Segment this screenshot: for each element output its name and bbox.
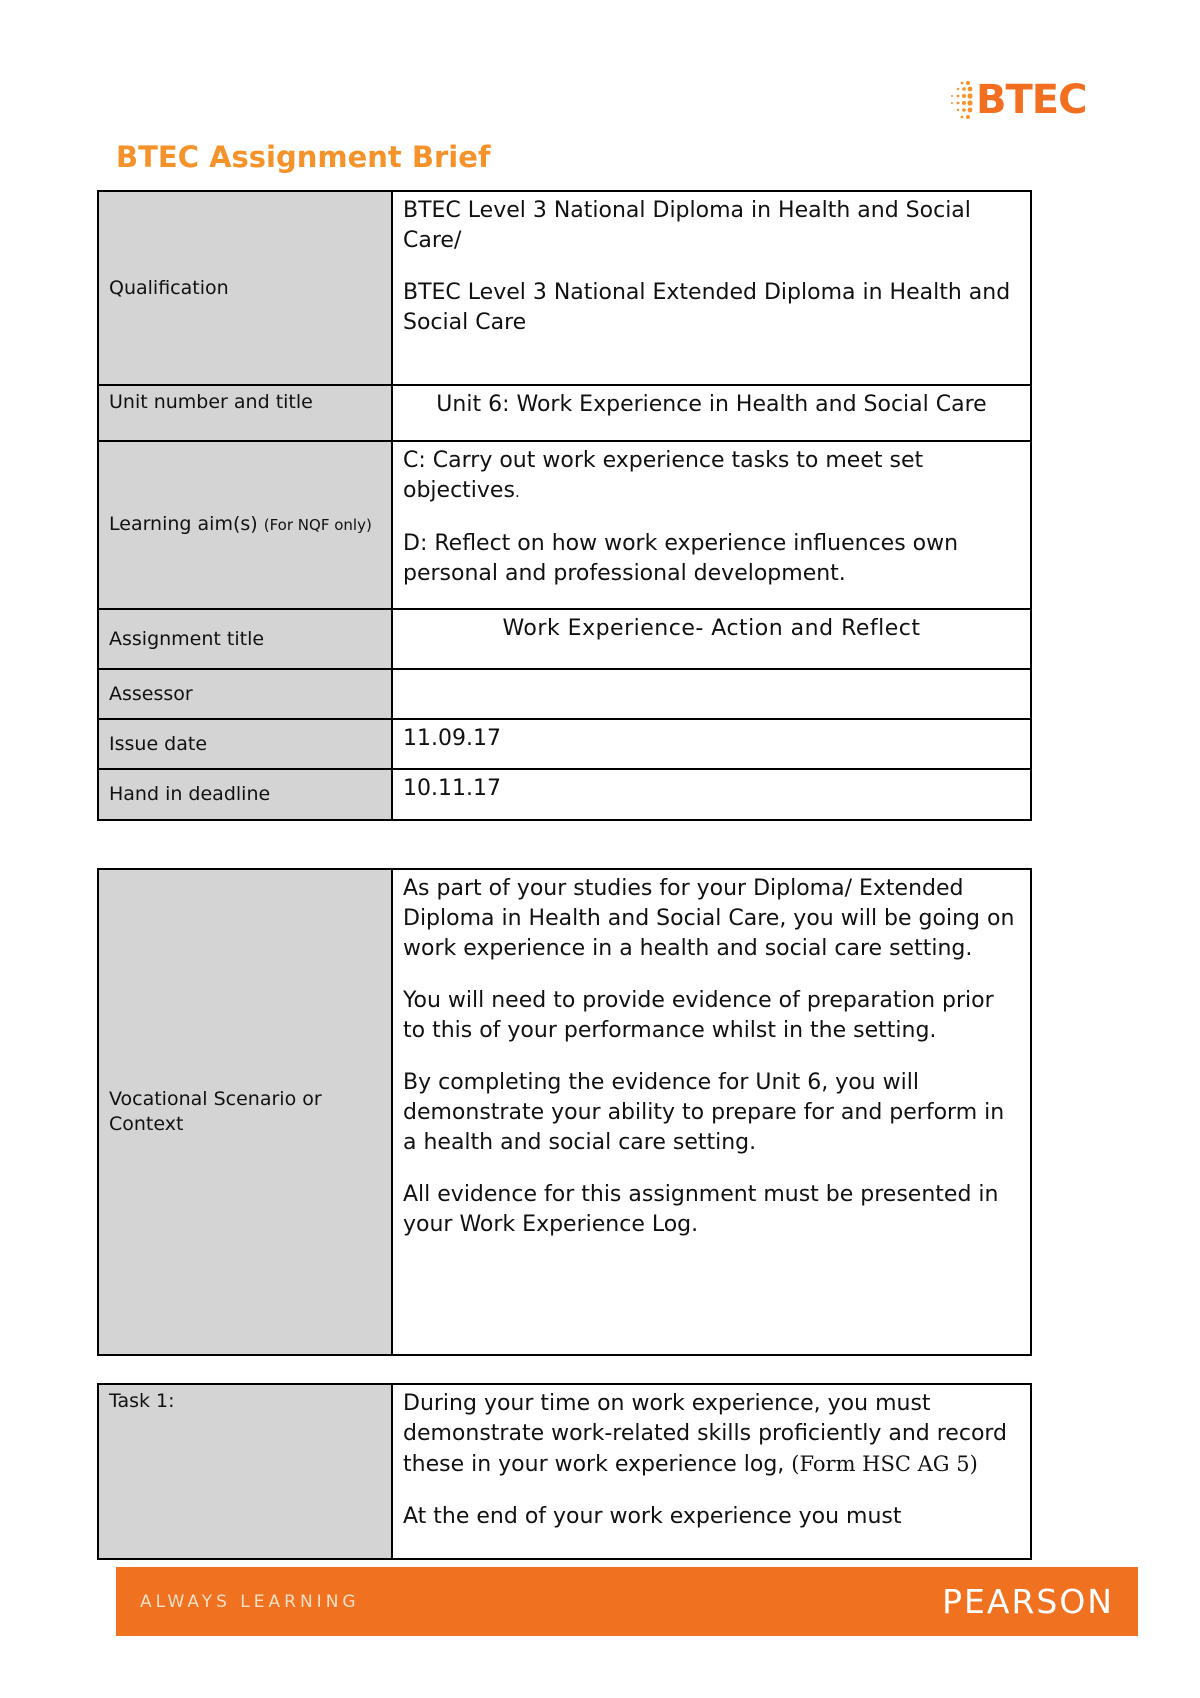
aim-c [403, 446, 1020, 507]
scenario-value [392, 869, 1031, 1355]
scenario-paragraph-4: All evidence for this assignment must be presented in your Work Experience Log. [403, 1182, 999, 1237]
scenario-row [98, 869, 1031, 1355]
aim-c-code: C [403, 448, 419, 473]
deadline-label: Hand in deadline [98, 769, 392, 820]
unit-row [98, 385, 1031, 441]
btec-logo-dots-icon [948, 77, 974, 123]
issue-date-row [98, 719, 1031, 769]
task-1-next: At the end of your work experience you must [403, 1504, 902, 1529]
aim-d-code: D [403, 531, 420, 556]
qualification-line-2: BTEC Level 3 National Extended Diploma in Health and Social Care [403, 280, 1011, 335]
pearson-logo: PEARSON [942, 1582, 1114, 1621]
learning-aims-label [98, 441, 392, 609]
issue-date-value: 11.09.17 [392, 719, 1031, 769]
task-1-form-ref: (Form HSC AG 5) [791, 1452, 978, 1476]
learning-aims-label-text: Learning aim(s) [109, 513, 258, 535]
qualification-value [392, 191, 1031, 385]
aim-c-end: . [514, 483, 520, 501]
assignment-title-row [98, 609, 1031, 669]
btec-logo [948, 72, 1098, 128]
task-1-row [98, 1384, 1031, 1559]
deadline-row [98, 769, 1031, 820]
task-1-value [392, 1384, 1031, 1559]
assessor-value [392, 669, 1031, 719]
footer-tagline: ALWAYS LEARNING [140, 1591, 360, 1612]
footer-banner [116, 1567, 1138, 1636]
scenario-label: Vocational Scenario or Context [98, 869, 392, 1355]
deadline-value: 10.11.17 [392, 769, 1031, 820]
aim-c-text: : Carry out work experience tasks to meet set objectives [403, 448, 924, 503]
scenario-table [97, 868, 1032, 1356]
aim-d [403, 529, 1020, 589]
task-table [97, 1383, 1032, 1560]
page-title: BTEC Assignment Brief [116, 140, 491, 174]
scenario-paragraph-1: As part of your studies for your Diploma/ Extended Diploma in Health and Social Care, you will be going on work experience in a health and social care setting. [403, 876, 1015, 961]
task-1-label: Task 1: [98, 1384, 392, 1559]
scenario-paragraph-3: By completing the evidence for Unit 6, you will demonstrate your ability to prepare for and perform in a health and social care setting. [403, 1070, 1005, 1155]
qualification-row [98, 191, 1031, 385]
unit-label: Unit number and title [98, 385, 392, 441]
qualification-line-1: BTEC Level 3 National Diploma in Health and Social Care/ [403, 198, 971, 253]
learning-aims-row [98, 441, 1031, 609]
task-1-description: During your time on work experience, you must demonstrate work-related skills proficiently and record these in your work experience log, [403, 1391, 1008, 1477]
assignment-title-value: Work Experience- Action and Reflect [392, 609, 1031, 669]
issue-date-label: Issue date [98, 719, 392, 769]
task-1-text [403, 1389, 1020, 1480]
assignment-details-table [97, 190, 1032, 821]
learning-aims-value [392, 441, 1031, 609]
assignment-title-label: Assignment title [98, 609, 392, 669]
btec-logo-text: BTEC [976, 77, 1087, 123]
scenario-paragraph-2: You will need to provide evidence of preparation prior to this of your performance whilst in the setting. [403, 988, 994, 1043]
unit-value: Unit 6: Work Experience in Health and Social Care [392, 385, 1031, 441]
learning-aims-note: (For NQF only) [263, 516, 372, 534]
qualification-label: Qualification [98, 191, 392, 385]
assessor-row [98, 669, 1031, 719]
assessor-label: Assessor [98, 669, 392, 719]
aim-d-text: : Reflect on how work experience influences own personal and professional development. [403, 531, 959, 586]
